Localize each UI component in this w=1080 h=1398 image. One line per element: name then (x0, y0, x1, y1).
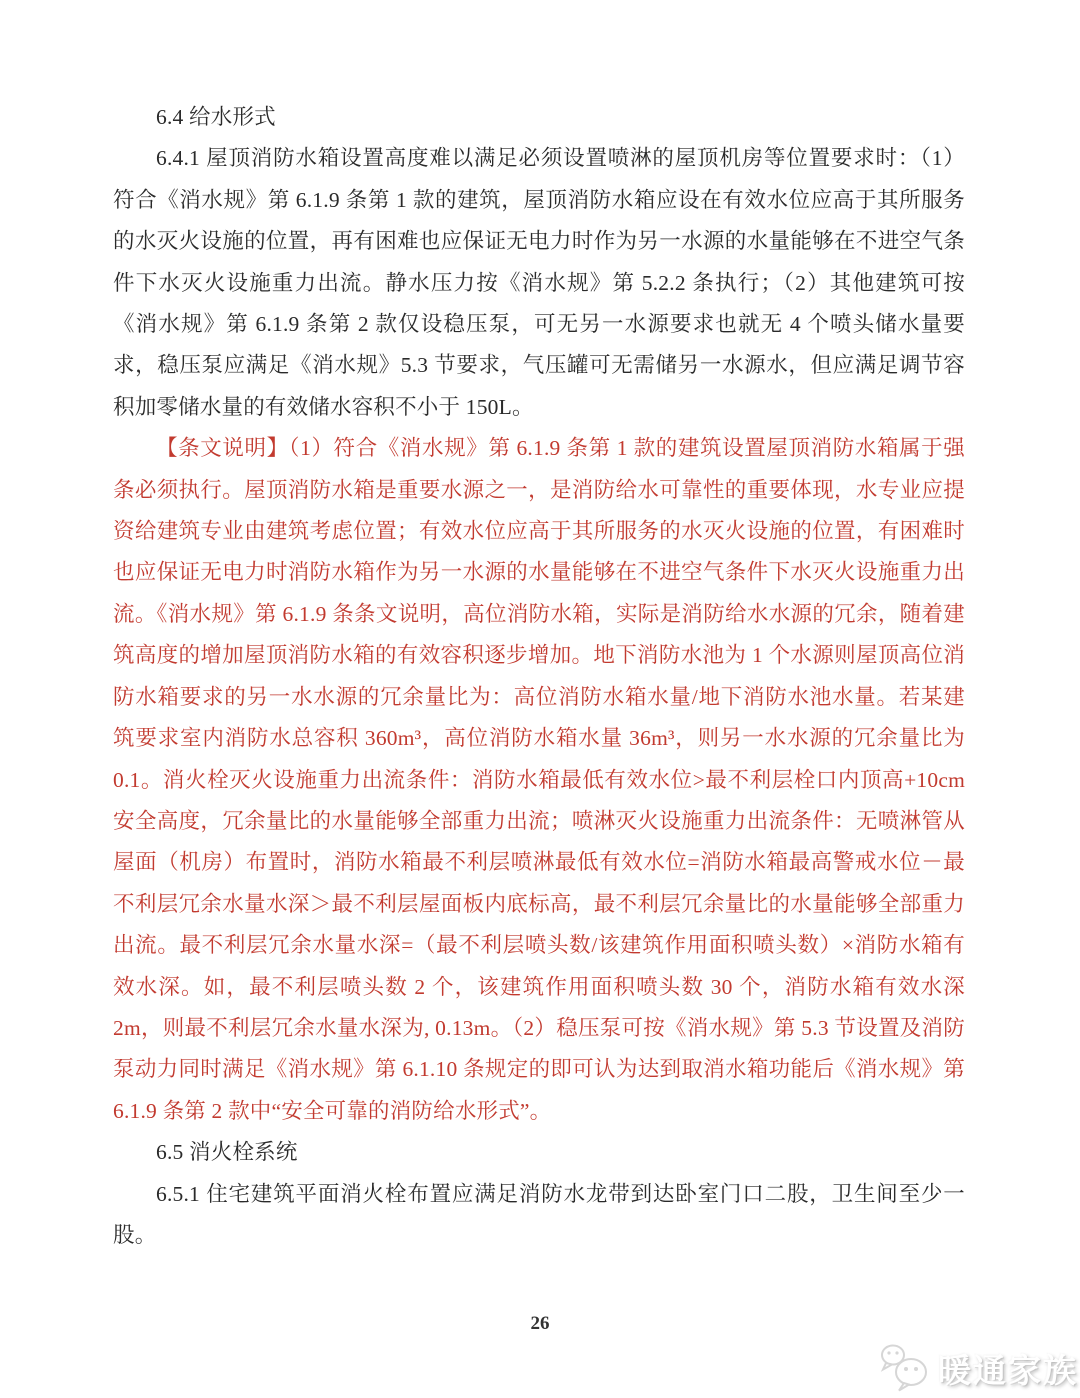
document-body (113, 97, 965, 1256)
page-number: 26 (530, 1313, 550, 1334)
commentary-paragraph: 【条文说明】（1）符合《消水规》第 6.1.9 条第 1 款的建筑设置屋顶消防水箱属于强条必须执行。屋顶消防水箱是重要水源之一，是消防给水可靠性的重要体现，水专业应提资给建筑专业由建筑考虑位置；有效水位应高于其所服务的水灭火设施的位置，有困难时也应保证无电力时消防水箱作为另一水源的水量能够在不进空气条件下水灭火设施重力出流。《消水规》第 6.1.9 条条文说明，高位消防水箱，实际是消防给水水源的冗余，随着建筑高度的增加屋顶消防水箱的有效容积逐步增加。地下消防水池为 1 个水源则屋顶高位消防水箱要求的另一水水源的冗余量比为：高位消防水箱水量/地下消防水池水量。若某建筑要求室内消防水总容积 360m³，高位消防水箱水量 36m³，则另一水水源的冗余量比为 0.1。消火栓灭火设施重力出流条件：消防水箱最低有效水位>最不利层栓口内顶高+10cm 安全高度，冗余量比的水量能够全部重力出流；喷淋灭火设施重力出流条件：无喷淋管从屋面（机房）布置时，消防水箱最不利层喷淋最低有效水位=消防水箱最高警戒水位－最不利层冗余水量水深＞最不利层屋面板内底标高，最不利层冗余量比的水量能够全部重力出流。最不利层冗余水量水深=（最不利层喷头数/该建筑作用面积喷头数）×消防水箱有效水深。如，最不利层喷头数 2 个，该建筑作用面积喷头数 30 个，消防水箱有效水深 2m，则最不利层冗余水量水深为, 0.13m。（2）稳压泵可按《消水规》第 5.3 节设置及消防泵动力同时满足《消水规》第 6.1.10 条规定的即可认为达到取消水箱功能后《消水规》第 6.1.9 条第 2 款中“安全可靠的消防给水形式”。 (113, 436, 965, 1123)
section-heading-6-4: 6.4 给水形式 (156, 105, 276, 129)
watermark (878, 1342, 1078, 1394)
clause-6-5-1-paragraph: 6.5.1 住宅建筑平面消火栓布置应满足消防水龙带到达卧室门口二股，卫生间至少一股。 (113, 1181, 965, 1247)
wechat-icon (878, 1342, 932, 1394)
clause-6-4-1-paragraph: 6.4.1 屋顶消防水箱设置高度难以满足必须设置喷淋的屋顶机房等位置要求时：（1）符合《消水规》第 6.1.9 条第 1 款的建筑，屋顶消防水箱应设在有效水位应高于其所服务的水灭火设施的位置，再有困难也应保证无电力时作为另一水源的水量能够在不进空气条件下水灭火设施重力出流。静水压力按《消水规》第 5.2.2 条执行；（2）其他建筑可按《消水规》第 6.1.9 条第 2 款仅设稳压泵，可无另一水源要求也就无 4 个喷头储水量要求，稳压泵应满足《消水规》5.3 节要求，气压罐可无需储另一水源水，但应满足调节容积加零储水量的有效储水容积不小于 150L。 (113, 146, 965, 419)
watermark-text: 暖通家族 (938, 1351, 1078, 1389)
section-heading-6-5: 6.5 消火栓系统 (156, 1140, 298, 1165)
